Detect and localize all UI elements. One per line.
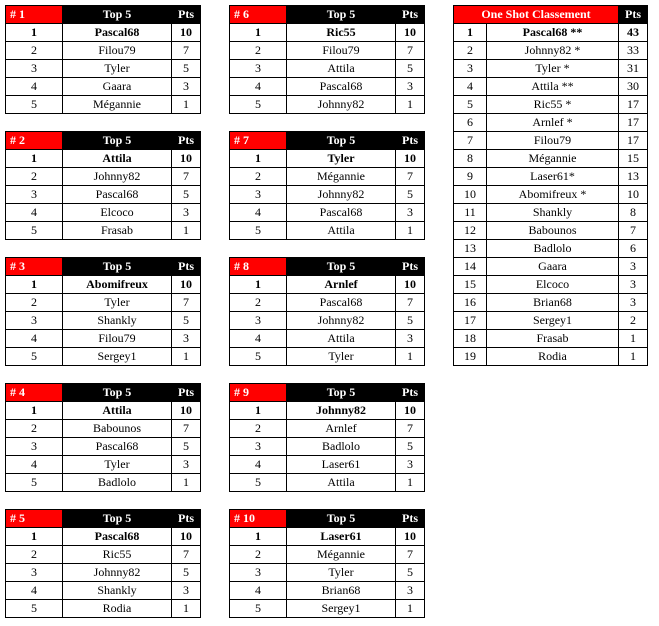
table-row: 4 Shankly 3 bbox=[6, 582, 201, 600]
table-row: 4 Gaara 3 bbox=[6, 78, 201, 96]
table-row: 3 Shankly 5 bbox=[6, 312, 201, 330]
top5-header: Top 5 bbox=[287, 258, 396, 276]
classement-title: One Shot Classement bbox=[454, 6, 619, 24]
round-number: # 5 bbox=[6, 510, 63, 528]
table-row: 2 Arnlef 7 bbox=[230, 420, 425, 438]
round-number: # 10 bbox=[230, 510, 287, 528]
top5-header: Top 5 bbox=[63, 258, 172, 276]
table-row: 3 Pascal68 5 bbox=[6, 186, 201, 204]
table-row: 14 Gaara 3 bbox=[454, 258, 648, 276]
table-row: 5 Attila 1 bbox=[230, 474, 425, 492]
round-number: # 1 bbox=[6, 6, 63, 24]
pts-header: Pts bbox=[396, 258, 425, 276]
top5-header: Top 5 bbox=[63, 6, 172, 24]
table-row: 19 Rodia 1 bbox=[454, 348, 648, 366]
table-row: 2 Ric55 7 bbox=[6, 546, 201, 564]
top5-header: Top 5 bbox=[287, 132, 396, 150]
table-row: 6 Arnlef * 17 bbox=[454, 114, 648, 132]
table-row: 2 Pascal68 7 bbox=[230, 294, 425, 312]
table-row: 1 Attila 10 bbox=[6, 402, 201, 420]
table-row: 3 Tyler * 31 bbox=[454, 60, 648, 78]
table-row: 3 Johnny82 5 bbox=[230, 186, 425, 204]
top5-header: Top 5 bbox=[287, 6, 396, 24]
table-row: 5 Johnny82 1 bbox=[230, 96, 425, 114]
table-row: 1 Pascal68 10 bbox=[6, 528, 201, 546]
table-row: 18 Frasab 1 bbox=[454, 330, 648, 348]
table-row: 2 Johnny82 7 bbox=[6, 168, 201, 186]
table-row: 7 Filou79 17 bbox=[454, 132, 648, 150]
table-row: 12 Babounos 7 bbox=[454, 222, 648, 240]
pts-header: Pts bbox=[172, 6, 201, 24]
table-row: 1 Pascal68 10 bbox=[6, 24, 201, 42]
top5-header: Top 5 bbox=[63, 132, 172, 150]
table-row: 2 Mégannie 7 bbox=[230, 168, 425, 186]
table-row: 3 Johnny82 5 bbox=[6, 564, 201, 582]
top5-header: Top 5 bbox=[63, 510, 172, 528]
table-row: 10 Abomifreux * 10 bbox=[454, 186, 648, 204]
table-row: 3 Attila 5 bbox=[230, 60, 425, 78]
table-row: 2 Johnny82 * 33 bbox=[454, 42, 648, 60]
table-row: 5 Sergey1 1 bbox=[6, 348, 201, 366]
round-table-1 bbox=[5, 5, 201, 114]
table-row: 15 Elcoco 3 bbox=[454, 276, 648, 294]
table-row: 1 Tyler 10 bbox=[230, 150, 425, 168]
pts-header: Pts bbox=[396, 6, 425, 24]
table-row: 1 Arnlef 10 bbox=[230, 276, 425, 294]
table-row: 3 Pascal68 5 bbox=[6, 438, 201, 456]
table-row: 1 Attila 10 bbox=[6, 150, 201, 168]
table-row: 1 Ric55 10 bbox=[230, 24, 425, 42]
round-table-9 bbox=[229, 383, 425, 492]
round-table-5 bbox=[5, 509, 201, 618]
round-table-4 bbox=[5, 383, 201, 492]
classement-table bbox=[453, 5, 648, 366]
table-row: 3 Tyler 5 bbox=[230, 564, 425, 582]
table-row: 4 Elcoco 3 bbox=[6, 204, 201, 222]
round-number: # 2 bbox=[6, 132, 63, 150]
table-row: 11 Shankly 8 bbox=[454, 204, 648, 222]
table-row: 13 Badlolo 6 bbox=[454, 240, 648, 258]
table-row: 2 Filou79 7 bbox=[6, 42, 201, 60]
table-row: 2 Mégannie 7 bbox=[230, 546, 425, 564]
table-row: 4 Laser61 3 bbox=[230, 456, 425, 474]
table-row: 1 Abomifreux 10 bbox=[6, 276, 201, 294]
round-number: # 4 bbox=[6, 384, 63, 402]
table-row: 1 Laser61 10 bbox=[230, 528, 425, 546]
table-row: 4 Attila ** 30 bbox=[454, 78, 648, 96]
table-row: 3 Tyler 5 bbox=[6, 60, 201, 78]
table-row: 5 Sergey1 1 bbox=[230, 600, 425, 618]
pts-header: Pts bbox=[396, 510, 425, 528]
round-table-8 bbox=[229, 257, 425, 366]
round-number: # 9 bbox=[230, 384, 287, 402]
round-number: # 6 bbox=[230, 6, 287, 24]
table-row: 5 Mégannie 1 bbox=[6, 96, 201, 114]
round-number: # 3 bbox=[6, 258, 63, 276]
round-table-7 bbox=[229, 131, 425, 240]
table-row: 5 Frasab 1 bbox=[6, 222, 201, 240]
round-table-10 bbox=[229, 509, 425, 618]
table-row: 1 Johnny82 10 bbox=[230, 402, 425, 420]
round-number: # 8 bbox=[230, 258, 287, 276]
pts-header: Pts bbox=[396, 132, 425, 150]
top5-header: Top 5 bbox=[287, 510, 396, 528]
table-row: 5 Attila 1 bbox=[230, 222, 425, 240]
table-row: 4 Pascal68 3 bbox=[230, 78, 425, 96]
table-row: 17 Sergey1 2 bbox=[454, 312, 648, 330]
round-table-6 bbox=[229, 5, 425, 114]
round-table-3 bbox=[5, 257, 201, 366]
table-row: 3 Badlolo 5 bbox=[230, 438, 425, 456]
pts-header: Pts bbox=[172, 132, 201, 150]
pts-header: Pts bbox=[619, 6, 648, 24]
pts-header: Pts bbox=[396, 384, 425, 402]
round-table-2 bbox=[5, 131, 201, 240]
table-row: 5 Rodia 1 bbox=[6, 600, 201, 618]
table-row: 8 Mégannie 15 bbox=[454, 150, 648, 168]
round-number: # 7 bbox=[230, 132, 287, 150]
pts-header: Pts bbox=[172, 510, 201, 528]
table-row: 1 Pascal68 ** 43 bbox=[454, 24, 648, 42]
table-row: 4 Brian68 3 bbox=[230, 582, 425, 600]
table-row: 2 Babounos 7 bbox=[6, 420, 201, 438]
table-row: 2 Filou79 7 bbox=[230, 42, 425, 60]
top5-header: Top 5 bbox=[287, 384, 396, 402]
table-row: 5 Ric55 * 17 bbox=[454, 96, 648, 114]
pts-header: Pts bbox=[172, 384, 201, 402]
table-row: 4 Pascal68 3 bbox=[230, 204, 425, 222]
table-row: 16 Brian68 3 bbox=[454, 294, 648, 312]
table-row: 5 Tyler 1 bbox=[230, 348, 425, 366]
table-row: 9 Laser61* 13 bbox=[454, 168, 648, 186]
top5-header: Top 5 bbox=[63, 384, 172, 402]
table-row: 2 Tyler 7 bbox=[6, 294, 201, 312]
table-row: 5 Badlolo 1 bbox=[6, 474, 201, 492]
table-row: 4 Tyler 3 bbox=[6, 456, 201, 474]
table-row: 4 Attila 3 bbox=[230, 330, 425, 348]
table-row: 4 Filou79 3 bbox=[6, 330, 201, 348]
table-row: 3 Johnny82 5 bbox=[230, 312, 425, 330]
pts-header: Pts bbox=[172, 258, 201, 276]
